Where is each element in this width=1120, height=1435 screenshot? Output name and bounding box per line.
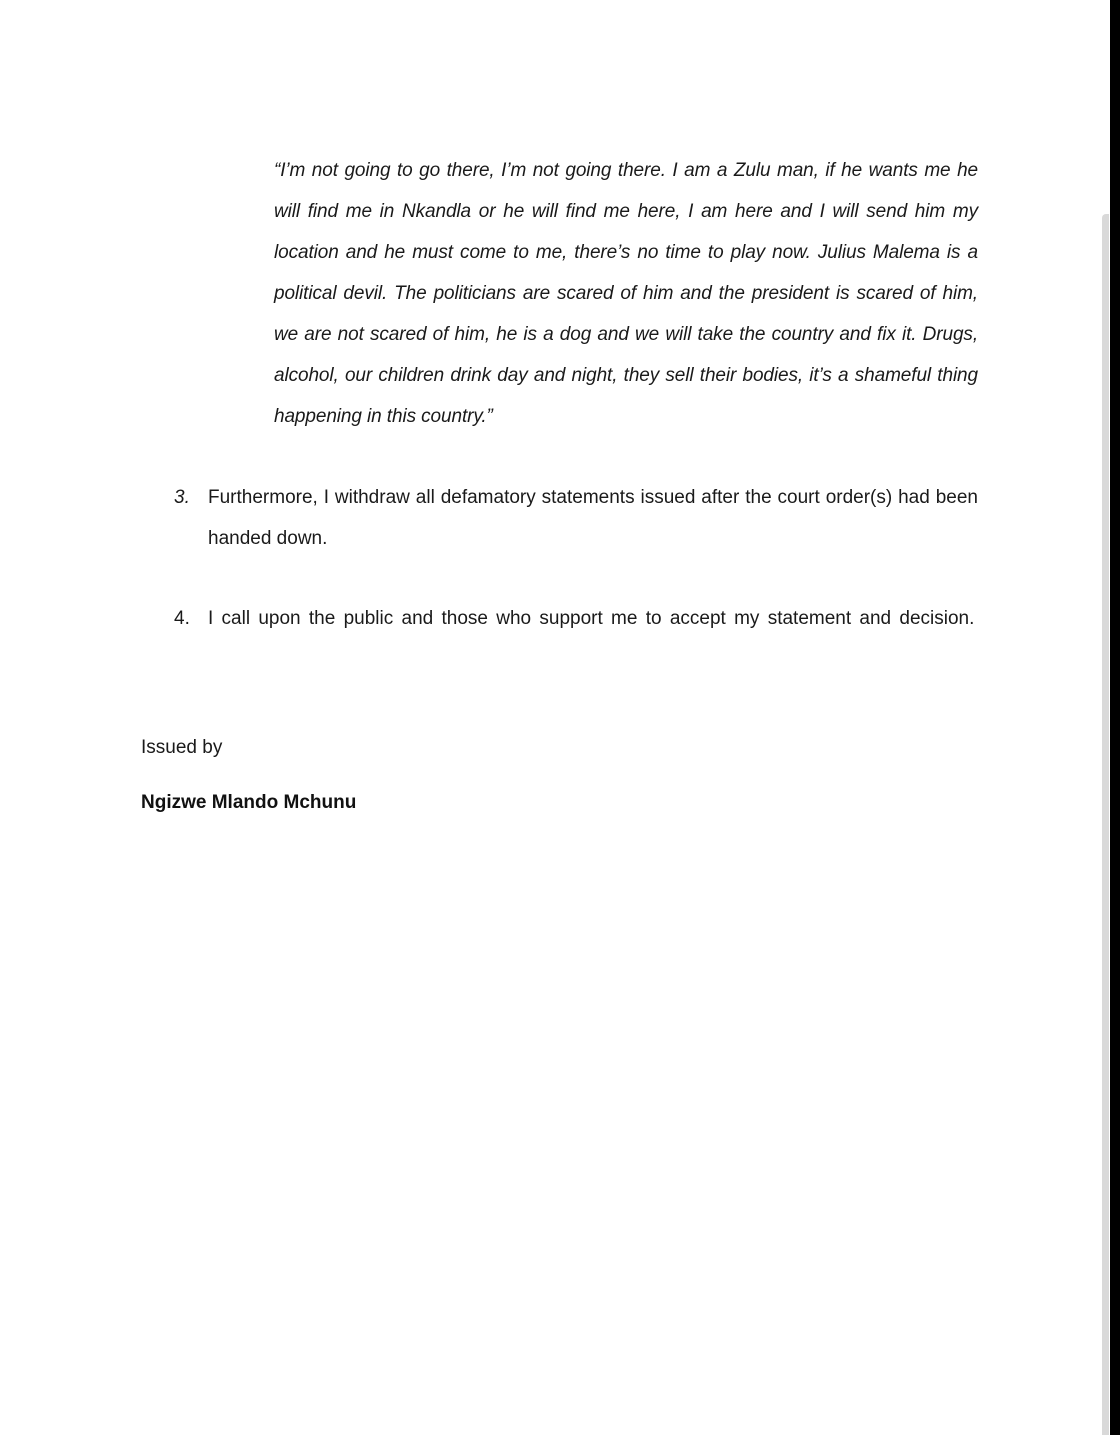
list-item-text: I call upon the public and those who support me to accept my statement and decision. <box>208 608 975 629</box>
list-item-number: 4. <box>174 608 190 629</box>
scrollbar-track[interactable] <box>1110 0 1120 1435</box>
list-item-number: 3. <box>174 487 190 508</box>
signatory-name: Ngizwe Mlando Mchunu <box>141 792 357 813</box>
issued-by-label: Issued by <box>141 737 223 758</box>
quoted-statement: “I’m not going to go there, I’m not going there. I am a Zulu man, if he wants me he will find me in Nkandla or he will find me here, I am here and I will send him my location and he must come to me, there’s no time to play now. Julius Malema is a political devil. The politicians are scared of him and the president is scared of him, we are not scared of him, he is a dog and we will take the country and fix it. Drugs, alcohol, our children drink day and night, they sell their bodies, it’s a shameful thing happening in this country.” <box>274 160 978 427</box>
list-item-text: Furthermore, I withdraw all defamatory statements issued after the court order(s) had been handed down. <box>208 487 978 549</box>
scrollbar-thumb[interactable] <box>1102 214 1109 1435</box>
list-item <box>174 477 978 559</box>
list-item <box>174 598 978 639</box>
